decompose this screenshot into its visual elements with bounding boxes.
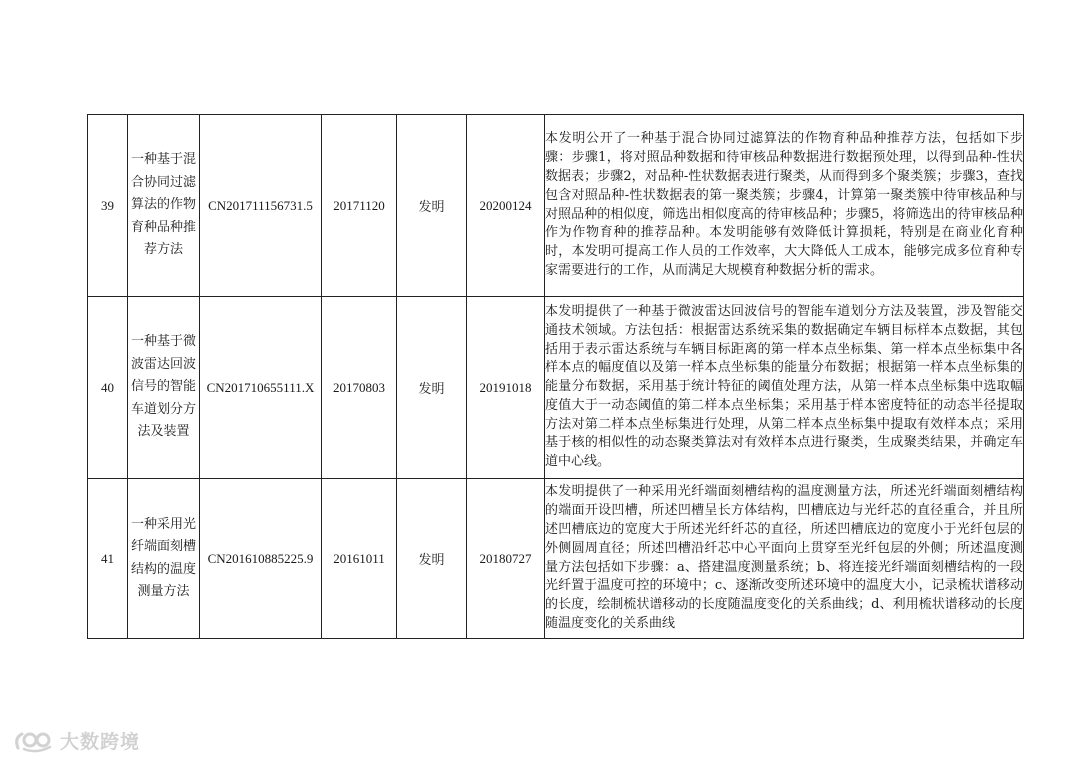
patent-abstract: 本发明提供了一种采用光纤端面刻槽结构的温度测量方法，所述光纤端面刻槽结构的端面开设凹槽，所述凹槽呈长方体结构，凹槽底边与光纤芯的直径重合，并且所述凹槽底边的宽度大于所述光纤纤芯的直径，所述凹槽底边的宽度小于光纤包层的外侧圆周直径；所述凹槽沿纤芯中心平面向上贯穿至光纤包层的外侧；所述温度测量方法包括如下步骤：a、搭建温度测量系统；b、将连接光纤端面刻槽结构的一段光纤置于温度可控的环境中；c、逐渐改变所述环境中的温度大小，记录梳状谱移动的长度，绘制梳状谱移动的长度随温度变化的关系曲线；d、利用梳状谱移动的长度随温度变化的关系曲线 [545,479,1024,639]
row-number: 39 [88,115,128,297]
application-date: 20170803 [322,297,397,479]
patent-name: 一种采用光纤端面刻槽结构的温度测量方法 [128,479,200,639]
application-number: CN201710655111.X [200,297,322,479]
patent-type: 发明 [397,115,467,297]
application-number: CN201711156731.5 [200,115,322,297]
patent-name: 一种基于混合协同过滤算法的作物育种品种推荐方法 [128,115,200,297]
application-number: CN201610885225.9 [200,479,322,639]
patent-abstract: 本发明公开了一种基于混合协同过滤算法的作物育种品种推荐方法，包括如下步骤：步骤1，将对照品种数据和待审核品种数据进行数据预处理，以得到品种-性状数据表；步骤2，对品种-性状数据表进行聚类，从而得到多个聚类簇；步骤3，查找包含对照品种-性状数据表的第一聚类簇；步骤4，计算第一聚类簇中待审核品种与对照品种的相似度，筛选出相似度高的待审核品种；步骤5，将筛选出的待审核品种作为作物育种的推荐品种。本发明能够有效降低计算损耗，特别是在商业化育种时，本发明可提高工作人员的工作效率，大大降低人工成本，能够完成多位育种专家需要进行的工作，从而满足大规模育种数据分析的需求。 [545,115,1024,297]
patent-type: 发明 [397,297,467,479]
patent-table [87,114,1024,639]
patent-abstract: 本发明提供了一种基于微波雷达回波信号的智能车道划分方法及装置，涉及智能交通技术领域。方法包括：根据雷达系统采集的数据确定车辆目标样本点数据，其包括用于表示雷达系统与车辆目标距离的第一样本点坐标集、第一样本点坐标集中各样本点的幅度值以及第一样本点坐标集的能量分布数据；根据第一样本点坐标集的能量分布数据，采用基于统计特征的阈值处理方法，从第一样本点坐标集中选取幅度值大于一动态阈值的第二样本点坐标集；采用基于样本密度特征的动态半径提取方法对第二样本点坐标集进行处理，从第二样本点坐标集中提取有效样本点；采用基于核的相似性的动态聚类算法对有效样本点进行聚类，生成聚类结果，并确定车道中心线。 [545,297,1024,479]
publication-date: 20191018 [467,297,545,479]
watermark [12,727,140,754]
watermark-text: 大数跨境 [60,731,141,753]
patent-name: 一种基于微波雷达回波信号的智能车道划分方法及装置 [128,297,200,479]
publication-date: 20200124 [467,115,545,297]
row-number: 40 [88,297,128,479]
application-date: 20171120 [322,115,397,297]
table-row [88,297,1024,479]
watermark-logo-icon [12,728,56,754]
application-date: 20161011 [322,479,397,639]
row-number: 41 [88,479,128,639]
table-row [88,479,1024,639]
patent-type: 发明 [397,479,467,639]
table-row [88,115,1024,297]
publication-date: 20180727 [467,479,545,639]
